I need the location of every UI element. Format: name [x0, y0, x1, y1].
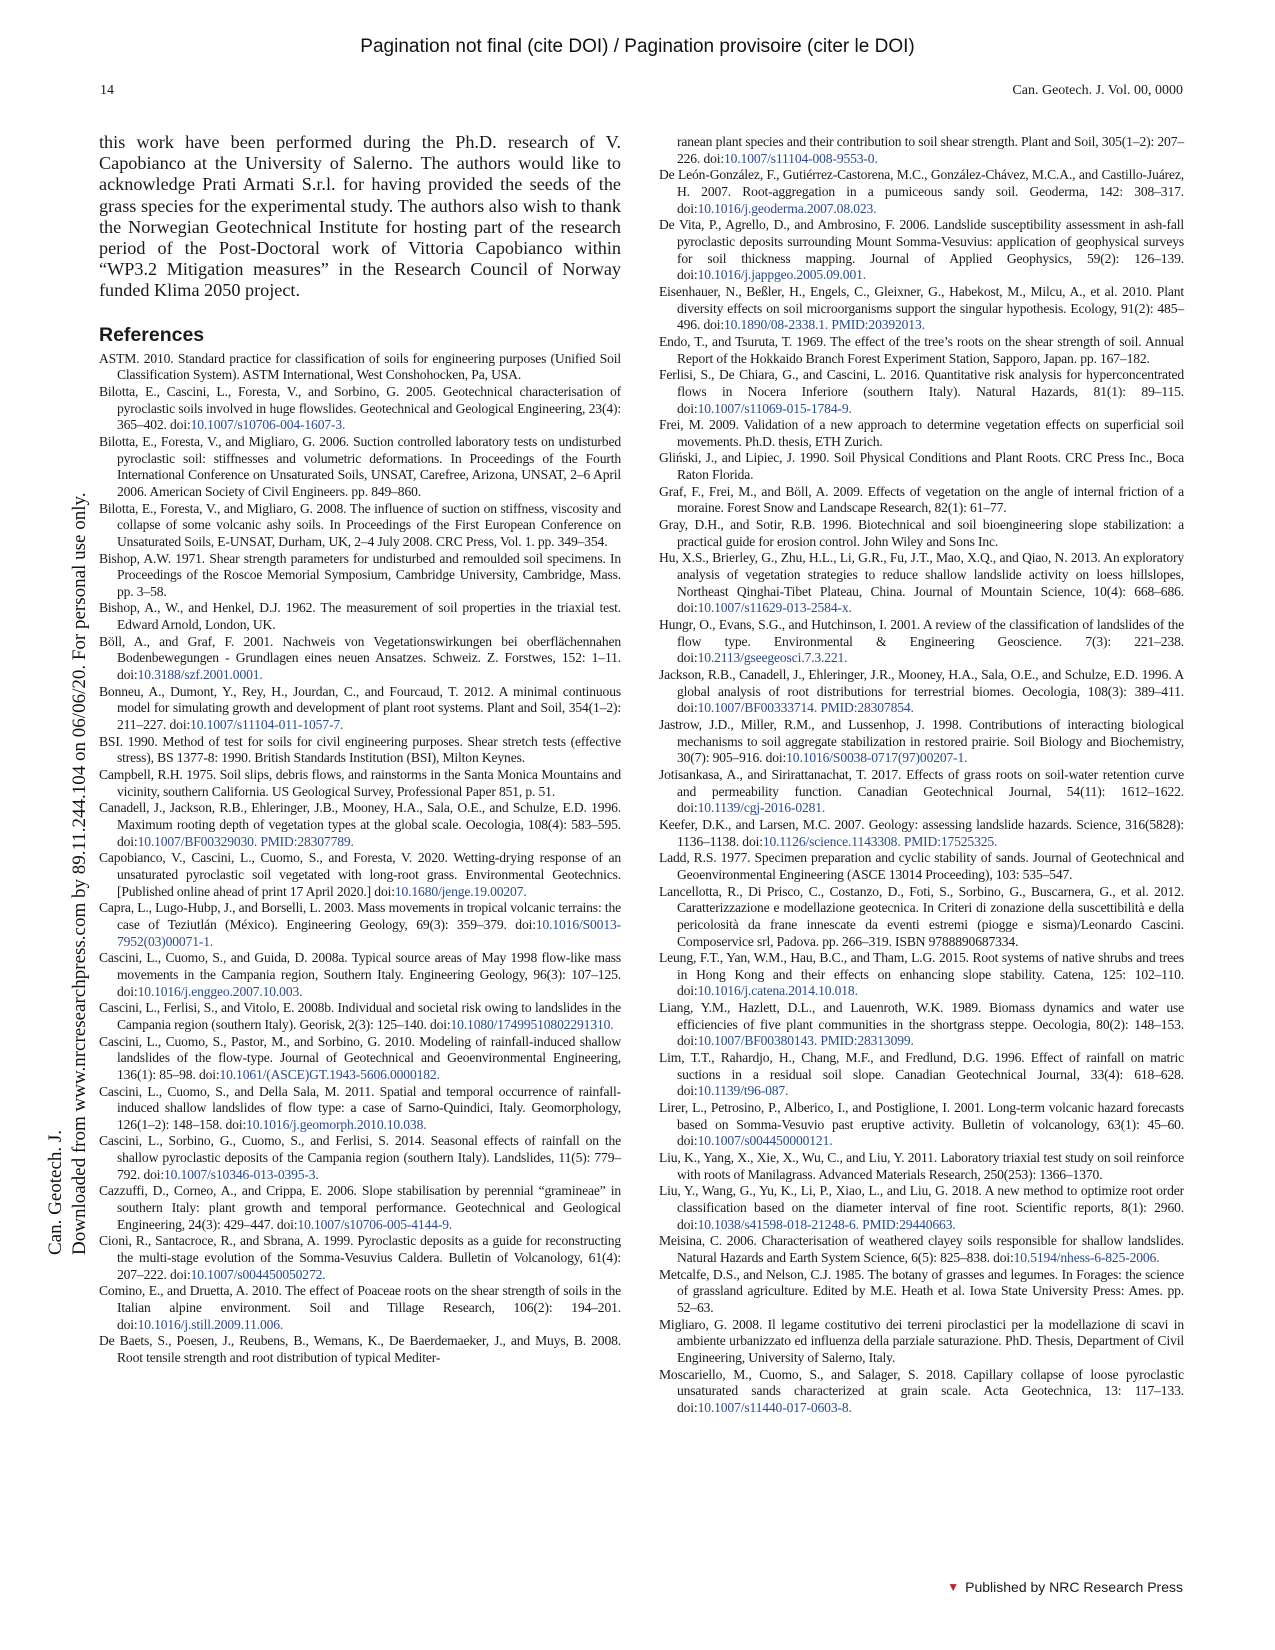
- reference-entry: [99, 384, 621, 434]
- reference-entry: [659, 334, 1184, 367]
- reference-entry: [659, 1233, 1184, 1266]
- reference-entry: [659, 1367, 1184, 1417]
- reference-text: Hu, X.S., Brierley, G., Zhu, H.L., Li, G.R., Fu, J.T., Mao, X.Q., and Qiao, N. 2013. An exploratory analysis of vegetation strategies to reduce shallow landslide activity on loess hillslopes, Northeast Qinghai-Tibet Plateau, China. Journal of Mountain Science, 10(4): 668–686. doi:: [659, 550, 1184, 616]
- reference-entry: [99, 1133, 621, 1183]
- doi-link[interactable]: 10.1007/s11440-017-0603-8.: [697, 1399, 852, 1415]
- reference-text: Bilotta, E., Foresta, V., and Migliaro, G. 2008. The influence of suction on stiffness, viscosity and collapse of some volcanic ashy soils. In Proceedings of the First European Conference on Unsaturated Soils, E-UNSAT, Durham, UK, 2–4 July 2008. CRC Press, Vol. 1. pp. 349–354.: [99, 500, 621, 549]
- doi-link[interactable]: 10.1016/j.jappgeo.2005.09.001.: [697, 267, 866, 283]
- reference-entry: [99, 1084, 621, 1134]
- references-heading: References: [99, 323, 205, 346]
- reference-entry: [99, 1233, 621, 1283]
- reference-entry: [99, 634, 621, 684]
- doi-link[interactable]: 10.1016/j.catena.2014.10.018.: [697, 983, 858, 999]
- reference-text: Migliaro, G. 2008. Il legame costitutivo dei terreni piroclastici per la modellazione di scavi in ambiente urbanizzato ed influenza della parziale saturazione. PhD. Thesis, Department of Civil Engineering, University of Salerno, Italy.: [659, 1316, 1184, 1365]
- reference-entry: [99, 900, 621, 950]
- references-list-left: [99, 351, 621, 1367]
- reference-text: Graf, F., Frei, M., and Böll, A. 2009. Effects of vegetation on the angle of internal friction of a moraine. Forest Snow and Landscape Research, 82(1): 61–77.: [659, 483, 1184, 516]
- reference-entry: [659, 1100, 1184, 1150]
- reference-entry: [99, 684, 621, 734]
- reference-entry: [659, 417, 1184, 450]
- reference-entry: [659, 667, 1184, 717]
- reference-text: Gray, D.H., and Sotir, R.B. 1996. Biotechnical and soil bioengineering slope stabilization: a practical guide for erosion control. John Wiley and Sons Inc.: [659, 517, 1184, 549]
- reference-text: Liu, K., Yang, X., Xie, X., Wu, C., and Liu, Y. 2011. Laboratory triaxial test study on soil reinforce with roots of Manilagrass. Advanced Materials Research, 250(253): 1366–1370.: [659, 1150, 1184, 1182]
- doi-link[interactable]: 10.1016/j.still.2009.11.006.: [137, 1316, 284, 1332]
- reference-text: ranean plant species and their contribution to soil shear strength. Plant and Soil, 305(1–2): 207–226. doi:: [677, 134, 1184, 166]
- reference-text: Frei, M. 2009. Validation of a new approach to determine vegetation effects on superficial soil movements. Ph.D. thesis, ETH Zurich.: [659, 417, 1184, 449]
- reference-entry: [659, 950, 1184, 1000]
- reference-entry: [99, 600, 621, 633]
- doi-link[interactable]: 10.1007/s11104-011-1057-7.: [190, 717, 344, 733]
- reference-text: Capobianco, V., Cascini, L., Cuomo, S., and Foresta, V. 2020. Wetting-drying response of an unsaturated pyroclastic soil vegetated with long-root grass. Environmental Geotechnics. [Published online ahead of print 17 April 2020.] doi:: [99, 850, 621, 899]
- page-number: 14: [100, 83, 114, 98]
- reference-text: Bilotta, E., Foresta, V., and Migliaro, G. 2006. Suction controlled laboratory tests on undisturbed pyroclastic soil: stiffnesses and volumetric deformations. In Proceedings of the Fourth International Conference on Unsaturated Soils, UNSAT, Carefree, Arizona, UNSAT, 2–6 April 2006. American Society of Civil Engineers. pp. 849–860.: [99, 433, 621, 499]
- reference-entry: [659, 550, 1184, 617]
- reference-entry: [659, 284, 1184, 334]
- reference-entry: [99, 551, 621, 601]
- doi-link[interactable]: 10.1007/BF00333714. PMID:28307854.: [697, 700, 914, 716]
- reference-entry: [659, 517, 1184, 550]
- reference-text: Liang, Y.M., Hazlett, D.L., and Lauenroth, W.K. 1989. Biomass dynamics and water use efficiencies of five plant communities in the shortgrass steppe. Oecologia, 80(2): 148–153. doi:: [659, 1000, 1184, 1049]
- reference-text: Lancellotta, R., Di Prisco, C., Costanzo, D., Foti, S., Sorbino, G., Buscarnera, G., et al. 2012. Caratterizzazione e modellazione geotecnica. In Criteri di zonazione della suscettibilità e della pericolosità da frane innescate da eventi estremi (piogge e sisma)/Leonardo Cascini. Composervice srl, Padova. pp. 266–319. ISBN 9788890687334.: [659, 883, 1184, 949]
- reference-entry: [99, 850, 621, 900]
- doi-link[interactable]: 10.1080/17499510802291310.: [450, 1016, 614, 1032]
- reference-entry: [659, 1150, 1184, 1183]
- reference-text: Metcalfe, D.S., and Nelson, C.J. 1985. The botany of grasses and legumes. In Forages: the science of grassland agriculture. Edited by M.E. Heath et al. Iowa State University Press: Ames. pp. 52–63.: [659, 1266, 1184, 1315]
- reference-entry: [659, 167, 1184, 217]
- doi-link[interactable]: 10.1007/s11104-008-9553-0.: [724, 150, 878, 166]
- acknowledgement-text: this work have been performed during the Ph.D. research of V. Capobianco at the University of Salerno. The authors would like to acknowledge Prati Armati S.r.l. for having provided the seeds of the grass species for the experimental study. The authors also wish to thank the Norwegian Geotechnical Institute for hosting part of the research period of the Post-Doctoral work of Vittoria Capobianco within “WP3.2 Mitigation measures” in the Research Council of Norway funded Klima 2050 project.: [99, 132, 621, 301]
- reference-entry: [99, 1034, 621, 1084]
- reference-entry: [659, 484, 1184, 517]
- doi-link[interactable]: 10.1007/s11629-013-2584-x.: [697, 600, 852, 616]
- reference-entry: [659, 850, 1184, 883]
- reference-text: BSI. 1990. Method of test for soils for civil engineering purposes. Shear stretch tests (effective stress), BS 1377-8: 1990. British Standards Institution (BSI), Milton Keynes.: [99, 733, 621, 766]
- doi-link[interactable]: 10.1007/s004450000121.: [697, 1133, 833, 1149]
- reference-entry: [99, 767, 621, 800]
- reference-entry: [659, 717, 1184, 767]
- reference-text: Capra, L., Lugo-Hubp, J., and Borselli, L. 2003. Mass movements in tropical volcanic terrains: the case of Teziutlán (México). Engineering Geology, 69(3): 359–379. doi:: [99, 900, 621, 932]
- reference-text: Leung, F.T., Yan, W.M., Hau, B.C., and Tham, L.G. 2015. Root systems of native shrubs and trees in Hong Kong and their effects on enhancing slope stability. Catena, 125: 102–110. doi:: [659, 950, 1184, 999]
- reference-entry: [99, 800, 621, 850]
- reference-entry: [99, 501, 621, 551]
- reference-text: Campbell, R.H. 1975. Soil slips, debris flows, and rainstorms in the Santa Monica Mountains and vicinity, southern California. US Geological Survey, Professional Paper 851, p. 51.: [99, 767, 621, 799]
- reference-text: Eisenhauer, N., Beßler, H., Engels, C., Gleixner, G., Habekost, M., Milcu, A., et al. 2010. Plant diversity effects on soil microorganisms support the singular hypothesis. Ecology, 91(2): 485–496. doi:: [659, 283, 1184, 333]
- reference-text: Cascini, L., Cuomo, S., and Guida, D. 2008a. Typical source areas of May 1998 flow-like mass movements in the Campania region, Southern Italy. Engineering Geology, 96(3): 107–125. doi:: [99, 950, 621, 999]
- reference-text: Bishop, A., W., and Henkel, D.J. 1962. The measurement of soil properties in the triaxial test. Edward Arnold, London, UK.: [99, 600, 621, 633]
- reference-text: Keefer, D.K., and Larsen, M.C. 2007. Geology: assessing landslide hazards. Science, 316(5828): 1136–1138. doi:: [659, 816, 1184, 849]
- reference-text: Cascini, L., Ferlisi, S., and Vitolo, E. 2008b. Individual and societal risk owing to landslides in the Campania region (southern Italy). Georisk, 2(3): 125–140. doi:: [99, 1000, 621, 1032]
- reference-text: Bilotta, E., Cascini, L., Foresta, V., and Sorbino, G. 2005. Geotechnical characterisation of pyroclastic soils involved in huge flowslides. Geotechnical and Geological Engineering, 23(4): 365–402. doi:: [99, 383, 621, 433]
- download-watermark: [44, 355, 92, 1255]
- left-column: [99, 132, 621, 1367]
- reference-entry: [99, 1000, 621, 1033]
- doi-link[interactable]: 10.1007/s004450050272.: [190, 1266, 326, 1282]
- doi-link[interactable]: 10.1016/S0038-0717(97)00207-1.: [786, 750, 968, 766]
- reference-entry: [659, 1000, 1184, 1050]
- reference-text: Böll, A., and Graf, F. 2001. Nachweis von Vegetationswirkungen bei oberflächennahen Bodenbewegungen - Grundlagen eines neuen Ansatzes. Schweiz. Z. Forstwes, 152: 1–11. doi:: [99, 633, 621, 683]
- reference-text: Cascini, L., Sorbino, G., Cuomo, S., and Ferlisi, S. 2014. Seasonal effects of rainfall on the shallow pyroclastic deposits of the Campania region (southern Italy). Landslides, 11(5): 779–792. doi:: [99, 1133, 621, 1182]
- doi-link[interactable]: 10.1126/science.1143308. PMID:17525325.: [762, 833, 998, 849]
- reference-text: Jotisankasa, A., and Sirirattanachat, T. 2017. Effects of grass roots on soil-water retention curve and permeability function. Canadian Geotechnical Journal, 54(11): 1612–1622. doi:: [659, 766, 1184, 816]
- reference-entry: [99, 1183, 621, 1233]
- doi-link[interactable]: 10.1007/s10706-004-1607-3.: [190, 417, 346, 433]
- reference-text: Bonneu, A., Dumont, Y., Rey, H., Jourdan, C., and Fourcaud, T. 2012. A minimal continuous model for simulating growth and development of plant root systems. Plant and Soil, 354(1–2): 211–227. doi:: [99, 683, 621, 733]
- reference-text: Lirer, L., Petrosino, P., Alberico, I., and Postiglione, I. 2001. Long-term volcanic hazard forecasts based on Somma-Vesuvio past eruptive activity. Bulletin of volcanology, 63(1): 45–60. doi:: [659, 1100, 1184, 1149]
- doi-link[interactable]: 10.5194/nhess-6-825-2006.: [1013, 1249, 1160, 1265]
- reference-entry: [659, 1317, 1184, 1367]
- reference-text: Lim, T.T., Rahardjo, H., Chang, M.F., and Fredlund, D.G. 1996. Effect of rainfall on matric suctions in a residual soil slope. Canadian Geotechnical Journal, 33(4): 618–628. doi:: [659, 1050, 1184, 1099]
- reference-text: De Vita, P., Agrello, D., and Ambrosino, F. 2006. Landslide susceptibility assessment in ash-fall pyroclastic deposits surrounding Mount Somma-Vesuvius: application of geophysical surveys for soil thickness mapping. Journal of Applied Geophysics, 59(2): 126–139. doi:: [659, 217, 1184, 283]
- reference-text: Jackson, R.B., Canadell, J., Ehleringer, J.R., Mooney, H.A., Sala, O.E., and Schulze, E.D. 1996. A global analysis of root distributions for terrestrial biomes. Oecologia, 108(3): 389–411. doi:: [659, 667, 1184, 716]
- reference-entry: [659, 134, 1184, 167]
- reference-entry: [659, 367, 1184, 417]
- reference-text: Ladd, R.S. 1977. Specimen preparation and cyclic stability of sands. Journal of Geotechnical and Geoenvironmental Engineering (ASCE 13014 Proceeding), 103: 535–547.: [659, 850, 1184, 882]
- publisher-footer: [947, 1579, 1183, 1595]
- doi-link[interactable]: 10.2113/gseegeosci.7.3.221.: [697, 650, 848, 666]
- reference-entry: [659, 617, 1184, 667]
- doi-link[interactable]: 10.1139/cgj-2016-0281.: [697, 800, 826, 816]
- side-note-download: Downloaded from www.nrcresearchpress.com by 89.11.244.104 on 06/06/20. For personal use only.: [69, 492, 90, 1255]
- reference-entry: [659, 1267, 1184, 1317]
- reference-text: Jastrow, J.D., Miller, R.M., and Lussenhop, J. 1998. Contributions of interacting biological mechanisms to soil aggregate stabilization in restored prairie. Soil Biology and Biochemistry, 30(7): 905–916. doi:: [659, 716, 1184, 766]
- doi-link[interactable]: 10.1016/S0013-7952(03)00071-1.: [117, 916, 621, 949]
- reference-entry: [99, 351, 621, 384]
- reference-entry: [99, 950, 621, 1000]
- doi-link[interactable]: 10.1038/s41598-018-21248-6. PMID:29440663.: [697, 1216, 956, 1232]
- publisher-text: Published by NRC Research Press: [965, 1579, 1183, 1595]
- side-note-journal: Can. Geotech. J.: [45, 1129, 66, 1255]
- doi-link[interactable]: 10.1061/(ASCE)GT.1943-5606.0000182.: [219, 1066, 440, 1082]
- reference-entry: [659, 450, 1184, 483]
- reference-text: Liu, Y., Wang, G., Yu, K., Li, P., Xiao, L., and Liu, G. 2018. A new method to optimize root order classification based on the diameter interval of fine root. Scientific reports, 8(1): 2960. doi:: [659, 1183, 1184, 1232]
- reference-entry: [659, 884, 1184, 951]
- nrc-arrow-icon: ▼: [947, 1580, 960, 1594]
- pagination-banner: Pagination not final (cite DOI) / Pagination provisoire (citer le DOI): [360, 36, 915, 57]
- doi-link[interactable]: 10.3188/szf.2001.0001.: [137, 667, 263, 683]
- reference-text: Cascini, L., Cuomo, S., Pastor, M., and Sorbino, G. 2010. Modeling of rainfall-induced shallow landslides of the flow-type. Journal of Geotechnical and Geoenvironmental Engineering, 136(1): 85–98. doi:: [99, 1033, 621, 1082]
- reference-entry: [99, 434, 621, 501]
- reference-entry: [659, 1183, 1184, 1233]
- doi-link[interactable]: 10.1007/s10346-013-0395-3.: [164, 1166, 319, 1182]
- reference-text: Cascini, L., Cuomo, S., and Della Sala, M. 2011. Spatial and temporal occurrence of rainfall-induced shallow landslides of flow type: a case of Sarno-Quindici, Italy. Geomorphology, 126(1–2): 148–158. doi:: [99, 1083, 621, 1132]
- reference-text: Hungr, O., Evans, S.G., and Hutchinson, I. 2001. A review of the classification of landslides of the flow type. Environmental & Engineering Geoscience. 7(3): 221–238. doi:: [659, 617, 1184, 666]
- reference-text: De Baets, S., Poesen, J., Reubens, B., Wemans, K., De Baerdemaeker, J., and Muys, B. 2008. Root tensile strength and root distribution of typical Mediter-: [99, 1333, 621, 1365]
- reference-text: Cazzuffi, D., Corneo, A., and Crippa, E. 2006. Slope stabilisation by perennial “gramineae” in southern Italy: plant growth and temporal performance. Geotechnical and Geological Engineering, 24(3): 429–447. doi:: [99, 1183, 621, 1232]
- reference-text: Canadell, J., Jackson, R.B., Ehleringer, J.B., Mooney, H.A., Sala, O.E., and Schulze, E.D. 1996. Maximum rooting depth of vegetation types at the global scale. Oecologia, 108(4): 583–595. doi:: [99, 800, 621, 849]
- doi-link[interactable]: 10.1016/j.enggeo.2007.10.003.: [137, 983, 303, 999]
- reference-text: Ferlisi, S., De Chiara, G., and Cascini, L. 2016. Quantitative risk analysis for hyperconcentrated flows in Nocera Inferiore (southern Italy). Natural Hazards, 81(1): 89–115. doi:: [659, 367, 1184, 416]
- doi-link[interactable]: 10.1139/t96-087.: [697, 1083, 789, 1099]
- doi-link[interactable]: 10.1016/j.geoderma.2007.08.023.: [697, 200, 877, 216]
- reference-entry: [659, 767, 1184, 817]
- journal-reference: Can. Geotech. J. Vol. 00, 0000: [1012, 83, 1183, 98]
- right-column: [659, 134, 1184, 1417]
- reference-text: Cioni, R., Santacroce, R., and Sbrana, A. 1999. Pyroclastic deposits as a guide for reconstructing the multi-stage evolution of the Somma-Vesuvius Caldera. Bulletin of Volcanology, 61(4): 207–222. doi:: [99, 1233, 621, 1282]
- reference-text: Endo, T., and Tsuruta, T. 1969. The effect of the tree’s roots on the shear strength of soil. Annual Report of the Hokkaido Branch Forest Experiment Station, Sapporo, Japan. pp. 167–182.: [659, 333, 1184, 366]
- reference-entry: [659, 217, 1184, 284]
- reference-entry: [99, 734, 621, 767]
- reference-text: Moscariello, M., Cuomo, S., and Salager, S. 2018. Capillary collapse of loose pyroclastic unsaturated sands characterized at grain scale. Acta Geotechnica, 13: 117–133. doi:: [659, 1366, 1184, 1415]
- reference-entry: [659, 1050, 1184, 1100]
- doi-link[interactable]: 10.1680/jenge.19.00207.: [394, 883, 527, 899]
- doi-link[interactable]: 10.1890/08-2338.1. PMID:20392013.: [724, 317, 925, 333]
- doi-link[interactable]: 10.1016/j.geomorph.2010.10.038.: [246, 1116, 427, 1132]
- reference-entry: [99, 1333, 621, 1366]
- reference-text: De León-González, F., Gutiérrez-Castorena, M.C., González-Chávez, M.C.A., and Castillo-Juárez, H. 2007. Root-aggregation in a pumiceous sandy soil. Geoderma, 142: 308–317. doi:: [659, 167, 1184, 216]
- doi-link[interactable]: 10.1007/s11069-015-1784-9.: [697, 400, 852, 416]
- reference-text: Gliński, J., and Lipiec, J. 1990. Soil Physical Conditions and Plant Roots. CRC Press Inc., Boca Raton Florida.: [659, 450, 1184, 483]
- doi-link[interactable]: 10.1007/BF00380143. PMID:28313099.: [697, 1033, 914, 1049]
- reference-entry: [99, 1283, 621, 1333]
- doi-link[interactable]: 10.1007/s10706-005-4144-9.: [297, 1216, 453, 1232]
- reference-text: Meisina, C. 2006. Characterisation of weathered clayey soils responsible for shallow landslides. Natural Hazards and Earth System Science, 6(5): 825–838. doi:: [659, 1233, 1184, 1265]
- reference-text: ASTM. 2010. Standard practice for classification of soils for engineering purposes (Unified Soil Classification System). ASTM International, West Conshohocken, Pa, USA.: [99, 350, 621, 383]
- references-list-right: [659, 134, 1184, 1417]
- doi-link[interactable]: 10.1007/BF00329030. PMID:28307789.: [137, 833, 354, 849]
- reference-entry: [659, 817, 1184, 850]
- reference-text: Bishop, A.W. 1971. Shear strength parameters for undisturbed and remoulded soil specimens. In Proceedings of the Roscoe Memorial Symposium, Cambridge University, Cambridge, Mass. pp. 3–58.: [99, 550, 621, 599]
- reference-text: Comino, E., and Druetta, A. 2010. The effect of Poaceae roots on the shear strength of soils in the Italian alpine environment. Soil and Tillage Research, 106(2): 194–201. doi:: [99, 1283, 621, 1332]
